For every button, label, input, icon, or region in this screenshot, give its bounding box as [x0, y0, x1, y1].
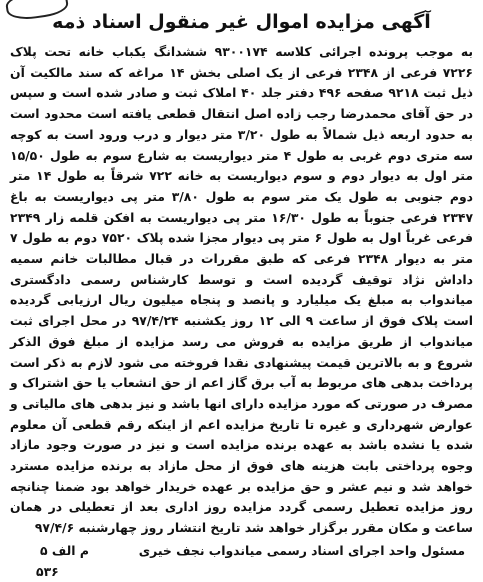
- signature-line: مسئول واحد اجرای اسناد رسمی میاندواب نجف خیری: [138, 542, 465, 558]
- notice-body: به موجب پرونده اجرائی کلاسه ۹۳۰۰۱۷۴ ششدانگ یکباب خانه تحت پلاک ۷۲۲۶ فرعی از ۲۳۴۸ فرعی از یک اصلی بخش ۱۴ مراغه که سند مالکیت آن ذیل ثبت ۹۲۱۸ صفحه ۴۹۶ دفتر جلد ۴۰ املاک ثبت و صادر شده است و سپس در حق آقای محمدرضا رجب زاده اصل انتقال قطعی یافته است محدود است به حدود اربعه ذیل شمالاً به طول ۳/۲۰ متر دیوار و درب ورود است به کوچه سه متری دوم غربی به طول ۴ متر دیواریست به شارع سوم به طول ۱۵/۵۰ متر اول به دیوار دوم و سوم دیواریست به خانه ۷۲۲ شرقاً به طول ۱۴ متر دوم جنوبی به طول یک متر سوم به طول ۳/۸۰ متر پی دیواریست به باغ ۲۳۴۷ فرعی جنوباً به طول ۱۶/۳۰ متر پی دیواریست به افکن قلمه زار ۲۳۴۹ فرعی غرباً اول به طول ۶ متر پی دیوار مجزا شده پلاک ۷۵۲۰ دوم به طول ۷ متر به دیوار ۲۳۴۸ فرعی که طبق مقررات در قبال مطالبات خانم سمیه داداش نژاد توقیف گردیده است و توسط کارشناس رسمی دادگستری میاندواب به مبلغ یک میلیارد و پانصد و پنجاه میلیون ریال ارزیابی گردیده است پلاک فوق از ساعت ۹ الی ۱۲ روز یکشنبه ۹۷/۴/۲۴ در محل اجرای ثبت میاندواب از طریق مزایده به فروش می رسد مزایده از مبلغ فوق الذکر شروع و به بالاترین قیمت پیشنهادی نقدا فروخته می شود لازم به ذکر است پرداخت بدهی های مربوط به آب برق گاز اعم از حق انشعاب یا حق اشتراک و مصرف در صورتی که مورد مزایده دارای انها باشد و نیز بدهی های مالیاتی و عوارض شهرداری و غیره تا تاریخ مزایده اعم از اینکه رقم قطعی آن معلوم شده یا نشده باشد به عهده برنده مزایده است و نیز در صورت وجود مازاد وجوه پرداختی بابت هزینه های فوق از محل مازاد به برنده مزایده مسترد خواهد شد و نیم عشر و حق مزایده بر عهده خریدار خواهد بود ضمنا چنانچه روز مزایده تعطیل رسمی گردد مزایده روز اداری بعد از تعطیلی در همان ساعت و مکان مقرر برگزار خواهد شد تاریخ انتشار روز چهارشنبه ۹۷/۴/۶: [10, 44, 474, 536]
- footer-row: [10, 541, 473, 562]
- reference-number: ۵۳۶: [36, 563, 59, 579]
- notice-title: آگهی مزایده اموال غیر منقول اسناد ذمه: [52, 11, 431, 33]
- reference-code: م الف ۵: [40, 542, 89, 558]
